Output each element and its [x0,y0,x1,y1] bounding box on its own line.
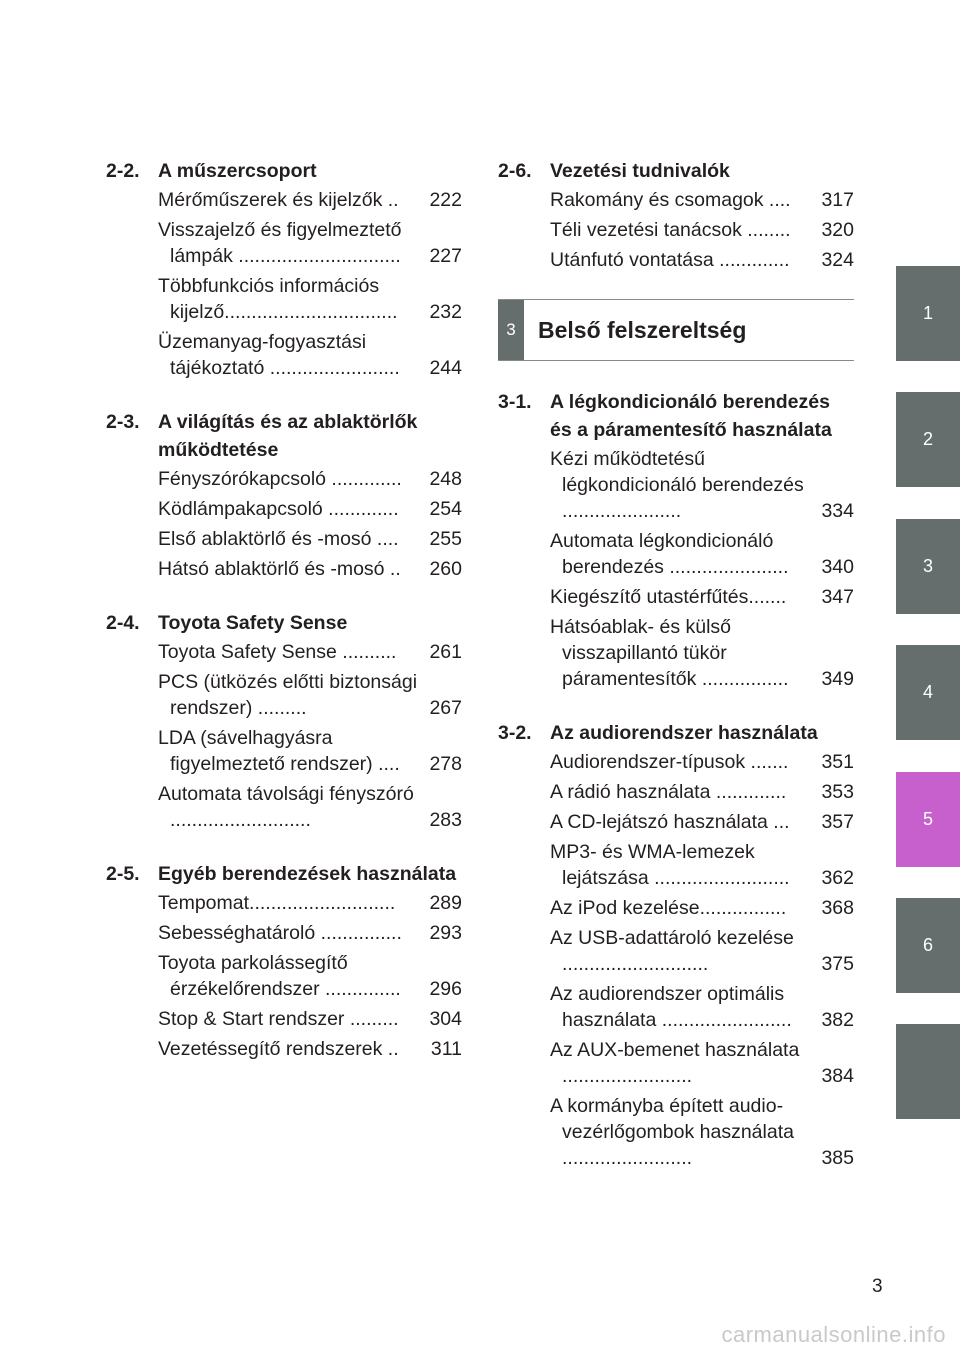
chapter-tab-4[interactable]: 4 [896,645,960,740]
entry-page-number: 254 [429,498,462,520]
toc-section [106,407,462,582]
entry-text: Tempomat........................... [158,892,396,914]
entry-text: MP3- és WMA-lemezek lejátszása ......................... [550,841,790,889]
entry-page-number: 384 [821,1065,854,1087]
entry-page-number: 296 [429,978,462,1000]
toc-entry[interactable] [550,247,854,273]
section-heading[interactable] [106,156,462,185]
toc-entry[interactable] [158,669,462,721]
toc-entry[interactable] [158,217,462,269]
toc-entry[interactable] [550,925,854,977]
entry-text: Az AUX-bemenet használata ........................ [550,1039,800,1087]
entry-text: LDA (sávelhagyásra figyelmeztető rendszer) .... [158,727,400,775]
entry-page-number: 255 [429,528,462,550]
entry-text: Visszajelző és figyelmeztető lámpák .............................. [158,219,402,267]
chapter-banner [498,299,854,361]
entry-text: Fényszórókapcsoló ............. [158,468,402,490]
entry-text: Mérőműszerek és kijelzők .. [158,189,399,211]
entry-text: A rádió használata ............. [550,781,787,803]
toc-section [106,156,462,381]
toc-entry[interactable] [158,526,462,552]
entry-text: Első ablaktörlő és -mosó .... [158,528,399,550]
section-heading[interactable] [106,608,462,637]
entry-page-number: 227 [429,245,462,267]
chapter-tab-3[interactable]: 3 [896,519,960,614]
section-heading[interactable] [106,407,462,464]
entry-text: Hátsó ablaktörlő és -mosó .. [158,558,401,580]
entry-text: Az USB-adattároló kezelése ........................... [550,927,794,975]
entry-page-number: 385 [821,1147,854,1169]
toc-entry[interactable] [550,895,854,921]
section-title: Az audiorendszer használata [550,722,818,744]
entry-page-number: 347 [821,586,854,608]
entry-text: Automata távolsági fényszóró .......................... [158,783,414,831]
section-heading[interactable] [498,718,854,747]
entry-page-number: 311 [430,1038,462,1060]
entry-text: Vezetéssegítő rendszerek .. [158,1038,399,1060]
toc-entry[interactable] [158,556,462,582]
entry-text: Kézi működtetésű légkondicionáló berendezés ...................... [550,448,804,522]
entry-page-number: 353 [821,781,854,803]
toc-entry[interactable] [550,446,854,524]
toc-entry[interactable] [158,920,462,946]
entry-page-number: 324 [821,249,854,271]
entry-page-number: 232 [429,301,462,323]
toc-entry[interactable] [158,725,462,777]
toc-entry[interactable] [158,639,462,665]
toc-entry[interactable] [550,809,854,835]
entry-page-number: 260 [429,558,462,580]
entry-page-number: 304 [429,1008,462,1030]
entry-text: Automata légkondicionáló berendezés ...................... [550,530,789,578]
entry-text: Az audiorendszer optimális használata ........................ [550,983,792,1031]
entry-page-number: 320 [821,219,854,241]
entry-text: Ködlámpakapcsoló ............. [158,498,399,520]
entry-page-number: 362 [821,867,854,889]
chapter-title: Belső felszereltség [538,316,747,343]
chapter-number: 3 [498,300,524,360]
section-heading[interactable] [106,859,462,888]
section-number: 2-6. [498,160,532,182]
entry-text: Utánfutó vontatása ............. [550,249,790,271]
entry-page-number: 267 [429,697,462,719]
entry-page-number: 351 [821,751,854,773]
toc-entry[interactable] [550,839,854,891]
entry-page-number: 349 [821,668,854,690]
toc-section [106,859,462,1062]
entry-text: Stop & Start rendszer ......... [158,1008,399,1030]
entry-page-number: 244 [429,357,462,379]
toc-entry[interactable] [550,217,854,243]
toc-entry[interactable] [550,1093,854,1171]
chapter-tab-1[interactable]: 1 [896,266,960,361]
entry-page-number: 357 [821,811,854,833]
toc-section [106,608,462,833]
toc-entry[interactable] [550,981,854,1033]
toc-entry[interactable] [158,950,462,1002]
chapter-tab-6[interactable]: 6 [896,898,960,993]
toc-entry[interactable] [550,749,854,775]
chapter-tab-5[interactable]: 5 [896,772,960,867]
section-number: 3-2. [498,722,532,744]
toc-entry[interactable] [158,781,462,833]
entry-text: Audiorendszer-típusok ....... [550,751,789,773]
toc-right-column [498,156,854,1197]
entry-page-number: 261 [429,641,462,663]
entry-text: Kiegészítő utastérfűtés....... [550,586,787,608]
section-number: 2-2. [106,160,140,182]
entry-text: Az iPod kezelése................ [550,897,787,919]
toc-section [498,718,854,1171]
section-number: 2-3. [106,411,140,433]
entry-text: Többfunkciós információs kijelző................................ [158,275,398,323]
toc-entry[interactable] [158,466,462,492]
toc-entry[interactable] [550,1037,854,1089]
toc-entry[interactable] [550,614,854,692]
entry-text: Hátsóablak- és külső visszapillantó tükör páramentesítők ................ [550,616,789,690]
entry-text: Üzemanyag-fogyasztási tájékoztató ........................ [158,331,400,379]
toc-entry[interactable] [158,273,462,325]
entry-page-number: 382 [821,1009,854,1031]
toc-entry[interactable] [158,890,462,916]
section-title: Vezetési tudnivalók [550,160,730,182]
watermark: carmanualsonline.info [721,1322,946,1347]
entry-page-number: 248 [429,468,462,490]
entry-page-number: 375 [821,953,854,975]
section-heading[interactable] [498,156,854,185]
entry-page-number: 293 [429,922,462,944]
entry-text: Rakomány és csomagok .... [550,189,791,211]
entry-text: Téli vezetési tanácsok ........ [550,219,791,241]
entry-page-number: 340 [821,556,854,578]
section-title: A légkondicionáló berendezés és a páramentesítő használata [550,391,832,441]
entry-text: Toyota parkolássegítő érzékelőrendszer .............. [158,952,401,1000]
entry-page-number: 317 [821,189,854,211]
entry-page-number: 222 [429,189,462,211]
toc-entry[interactable] [550,584,854,610]
page-number: 3 [872,1276,883,1297]
section-title: A világítás és az ablaktörlők működtetése [158,411,418,461]
toc-entry[interactable] [158,1006,462,1032]
toc-entry[interactable] [158,329,462,381]
entry-page-number: 278 [429,753,462,775]
chapter-tab-2[interactable]: 2 [896,392,960,487]
chapter-tab-index[interactable] [896,1024,960,1119]
entry-page-number: 368 [821,897,854,919]
entry-text: A kormányba épített audio-vezérlőgombok használata ........................ [550,1095,794,1169]
entry-text: PCS (ütközés előtti biztonsági rendszer) ......... [158,671,418,719]
entry-text: Toyota Safety Sense .......... [158,641,397,663]
section-number: 2-5. [106,863,140,885]
toc-left-column [106,156,462,1088]
toc-entry[interactable] [550,187,854,213]
section-title: Toyota Safety Sense [158,612,348,634]
entry-text: Sebességhatároló ............... [158,922,402,944]
entry-text: A CD-lejátszó használata ... [550,811,790,833]
toc-entry[interactable] [550,779,854,805]
toc-entry[interactable] [158,1036,462,1062]
entry-page-number: 289 [429,892,462,914]
toc-section [498,156,854,273]
section-title: Egyéb berendezések használata [158,863,457,885]
toc-entry[interactable] [158,496,462,522]
toc-entry[interactable] [158,187,462,213]
entry-page-number: 283 [429,809,462,831]
section-title: A műszercsoport [158,160,317,182]
toc-section [498,387,854,692]
toc-entry[interactable] [550,528,854,580]
entry-page-number: 334 [821,500,854,522]
section-number: 2-4. [106,612,140,634]
section-heading[interactable] [498,387,854,444]
section-number: 3-1. [498,391,532,413]
